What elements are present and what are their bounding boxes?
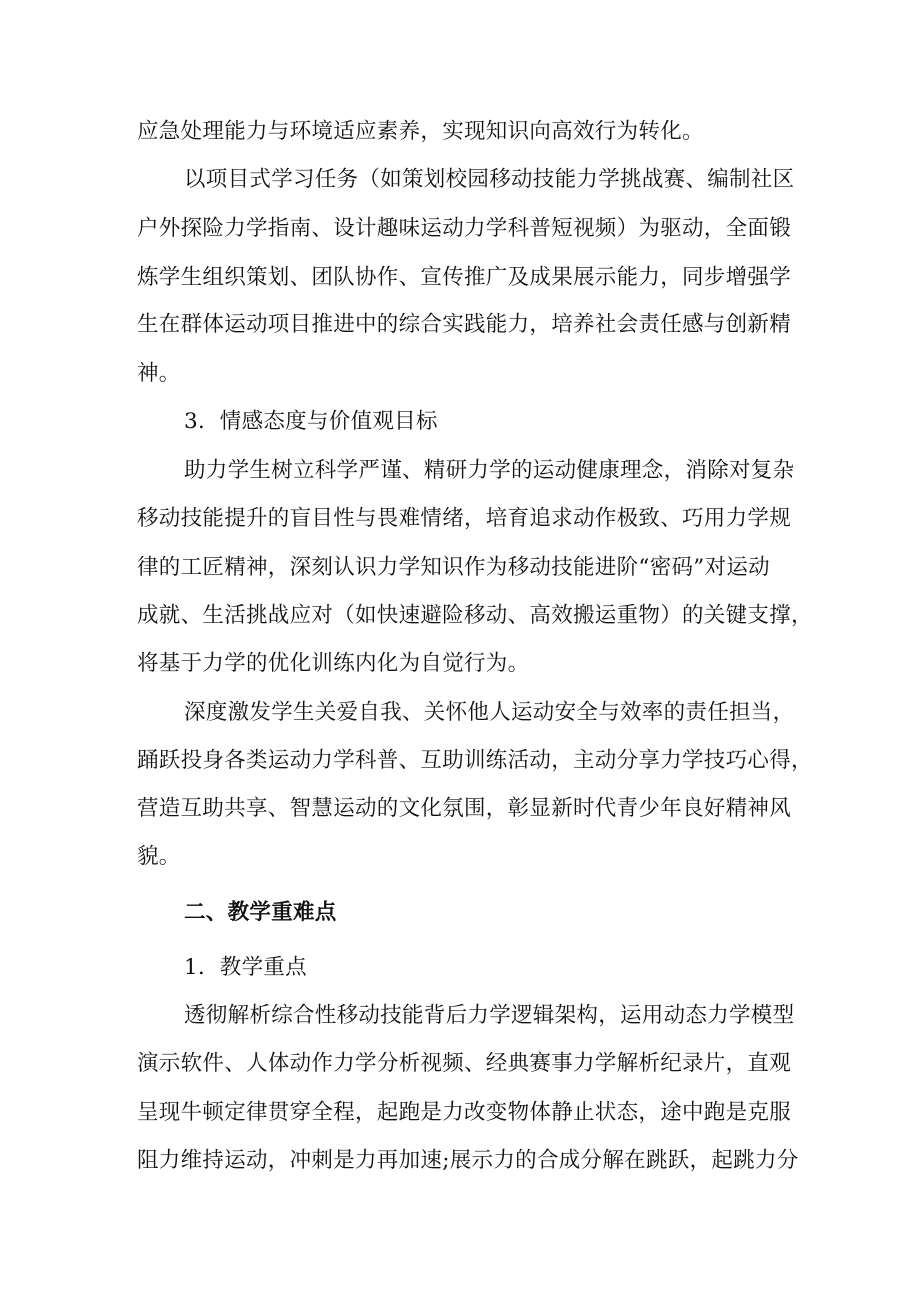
text-line: 户外探险力学指南、设计趣味运动力学科普短视频）为驱动，全面锻 bbox=[137, 216, 792, 241]
text-line: 将基于力学的优化训练内化为自觉行为。 bbox=[137, 651, 530, 676]
text-line: 神。 bbox=[137, 361, 181, 386]
paragraph-start: 深度激发学生关爱自我、关怀他人运动安全与效率的责任担当， bbox=[184, 700, 795, 725]
paragraph-start: 以项目式学习任务（如策划校园移动技能力学挑战赛、编制社区 bbox=[184, 167, 795, 192]
text-line: 应急处理能力与环境适应素养，实现知识向高效行为转化。 bbox=[137, 119, 704, 144]
text-line: 貌。 bbox=[137, 844, 181, 869]
text-line: 律的工匠精神，深刻认识力学知识作为移动技能进阶“密码”对运动 bbox=[137, 555, 770, 580]
text-line: 呈现牛顿定律贯穿全程，起跑是力改变物体静止状态，途中跑是克服 bbox=[137, 1100, 792, 1125]
text-line: 生在群体运动项目推进中的综合实践能力，培养社会责任感与创新精 bbox=[137, 312, 792, 337]
text-line: 成就、生活挑战应对（如快速避险移动、高效搬运重物）的关键支撑， bbox=[137, 603, 813, 628]
paragraph-start: 助力学生树立科学严谨、精研力学的运动健康理念，消除对复杂 bbox=[184, 458, 795, 483]
text-line: 移动技能提升的盲目性与畏难情绪，培育追求动作极致、巧用力学规 bbox=[137, 506, 792, 531]
text-line: 阻力维持运动，冲刺是力再加速;展示力的合成分解在跳跃，起跳力分 bbox=[137, 1148, 799, 1173]
paragraph-start: 透彻解析综合性移动技能背后力学逻辑架构，运用动态力学模型 bbox=[184, 1003, 795, 1028]
text-line: 炼学生组织策划、团队协作、宣传推广及成果展示能力，同步增强学 bbox=[137, 265, 792, 290]
text-line: 踊跃投身各类运动力学科普、互助训练活动，主动分享力学技巧心得， bbox=[137, 748, 813, 773]
section-heading-1: 1．教学重点 bbox=[184, 955, 307, 980]
text-line: 营造互助共享、智慧运动的文化氛围，彰显新时代青少年良好精神风 bbox=[137, 796, 792, 821]
section-heading-3: 3．情感态度与价值观目标 bbox=[184, 409, 438, 434]
text-line: 演示软件、人体动作力学分析视频、经典赛事力学解析纪录片，直观 bbox=[137, 1051, 792, 1076]
chapter-heading: 二、教学重难点 bbox=[184, 900, 337, 925]
